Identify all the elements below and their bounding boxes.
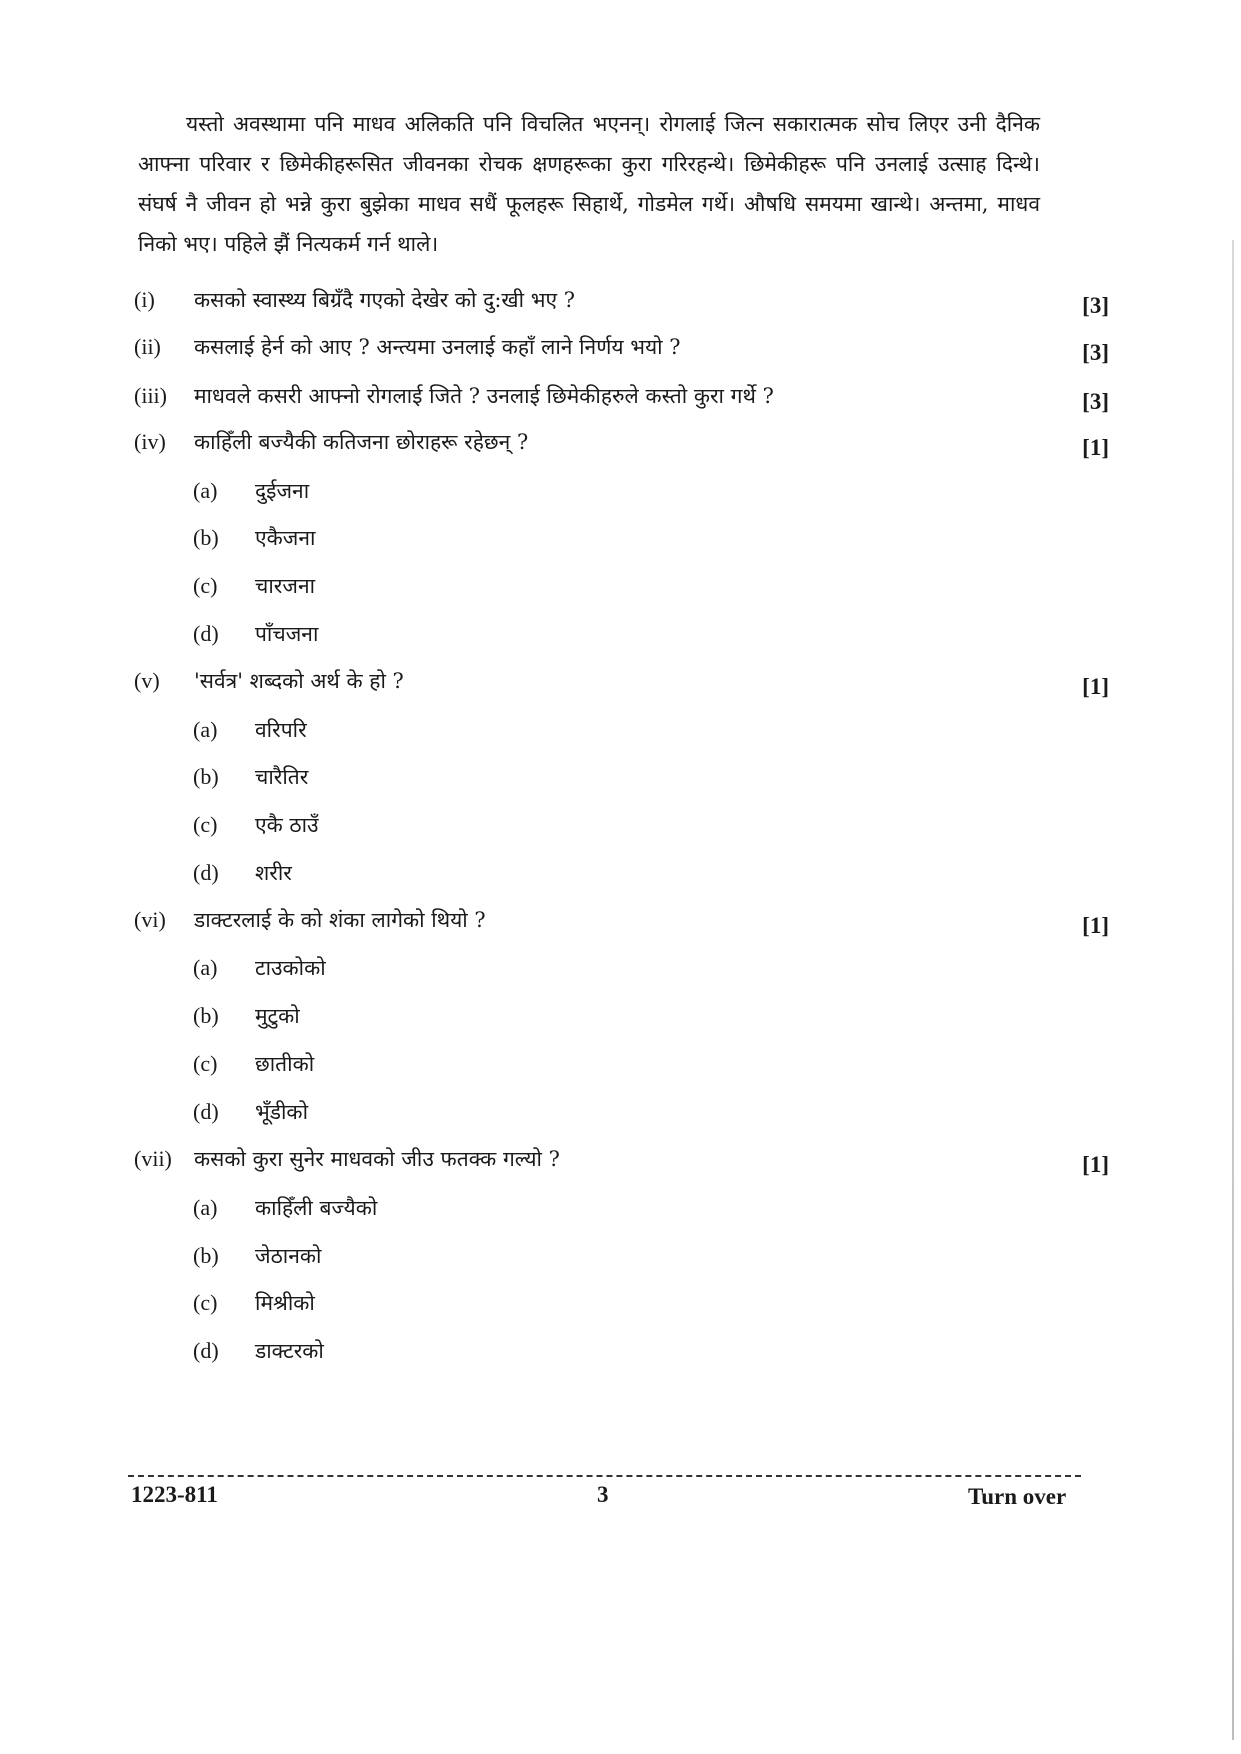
- option-vii-b: [193, 1236, 593, 1276]
- question-number: (vi): [134, 907, 166, 932]
- option-vii-d: [193, 1331, 593, 1371]
- option-vi-d: [193, 1092, 593, 1132]
- footer-divider: [128, 1475, 1081, 1477]
- option-label: (a): [193, 1195, 218, 1220]
- option-text: दुईजना: [255, 479, 310, 503]
- question-text: कसको कुरा सुनेर माधवको जीउ फतक्क गल्यो ?: [194, 1147, 560, 1171]
- question-vi: [134, 900, 1109, 940]
- option-v-b: [193, 757, 593, 797]
- option-label: (c): [193, 812, 218, 837]
- question-v: [134, 661, 1109, 701]
- page-number: 3: [597, 1482, 609, 1507]
- question-text: काहिँली बज्यैकी कतिजना छोराहरू रहेछन् ?: [194, 430, 529, 454]
- option-text: एकैजना: [255, 526, 316, 550]
- option-vii-c: [193, 1283, 593, 1323]
- option-label: (b): [193, 1003, 219, 1028]
- option-text: छातीको: [255, 1052, 315, 1076]
- option-v-c: [193, 805, 593, 845]
- option-text: जेठानको: [255, 1244, 322, 1268]
- option-text: चारजना: [255, 574, 316, 598]
- question-text: 'सर्वत्र' शब्दको अर्थ के हो ?: [194, 669, 404, 693]
- option-text: एकै ठाउँ: [255, 813, 319, 837]
- option-label: (d): [193, 860, 219, 885]
- question-marks: [1]: [1082, 1152, 1109, 1177]
- option-label: (d): [193, 621, 219, 646]
- option-text: वरिपरि: [255, 718, 307, 742]
- question-text: माधवले कसरी आफ्नो रोगलाई जिते ? उनलाई छिमेकीहरुले कस्तो कुरा गर्थे ?: [194, 384, 774, 408]
- option-text: चारैतिर: [255, 765, 309, 789]
- question-marks: [1]: [1082, 913, 1109, 938]
- option-v-a: [193, 710, 593, 750]
- question-iii: [134, 376, 1109, 416]
- option-label: (c): [193, 1051, 218, 1076]
- question-number: (v): [134, 668, 160, 693]
- question-marks: [3]: [1082, 389, 1109, 414]
- paper-code: 1223-811: [131, 1482, 218, 1507]
- question-text: डाक्टरलाई के को शंका लागेको थियो ?: [194, 908, 486, 932]
- question-number: (iv): [134, 429, 166, 454]
- question-vii: [134, 1139, 1109, 1179]
- question-number: (i): [134, 287, 155, 312]
- question-marks: [1]: [1082, 674, 1109, 699]
- option-vii-a: [193, 1188, 593, 1228]
- option-text: मिश्रीको: [255, 1291, 315, 1315]
- option-label: (a): [193, 955, 218, 980]
- option-label: (a): [193, 478, 218, 503]
- option-text: भूँडीको: [255, 1100, 309, 1124]
- option-label: (d): [193, 1099, 219, 1124]
- question-marks: [3]: [1082, 293, 1109, 318]
- option-vi-c: [193, 1044, 593, 1084]
- option-label: (a): [193, 717, 218, 742]
- option-iv-b: [193, 518, 593, 558]
- question-number: (ii): [134, 334, 161, 359]
- option-iv-c: [193, 566, 593, 606]
- option-text: काहिँली बज्यैको: [255, 1196, 378, 1220]
- question-marks: [1]: [1082, 435, 1109, 460]
- question-ii: [134, 327, 1109, 367]
- option-label: (d): [193, 1338, 219, 1363]
- option-v-d: [193, 853, 593, 893]
- option-text: शरीर: [255, 861, 292, 885]
- option-iv-d: [193, 614, 593, 654]
- turn-over-label: Turn over: [968, 1484, 1067, 1509]
- question-i: [134, 280, 1109, 320]
- option-text: टाउकोको: [255, 956, 326, 980]
- option-label: (b): [193, 1243, 219, 1268]
- scan-edge: [1232, 240, 1234, 1740]
- option-text: मुटुको: [255, 1004, 300, 1028]
- question-text: कसको स्वास्थ्य बिग्रँदै गएको देखेर को दु:खी भए ?: [194, 288, 576, 312]
- question-marks: [3]: [1082, 340, 1109, 365]
- option-label: (b): [193, 764, 219, 789]
- question-iv: [134, 422, 1109, 462]
- question-number: (iii): [134, 383, 167, 408]
- option-text: डाक्टरको: [255, 1339, 324, 1363]
- option-label: (c): [193, 573, 218, 598]
- option-vi-b: [193, 996, 593, 1036]
- option-iv-a: [193, 471, 593, 511]
- option-label: (b): [193, 525, 219, 550]
- question-text: कसलाई हेर्न को आए ? अन्त्यमा उनलाई कहाँ लाने निर्णय भयो ?: [194, 335, 681, 359]
- passage-paragraph: यस्तो अवस्थामा पनि माधव अलिकति पनि विचलित भएनन्। रोगलाई जित्न सकारात्मक सोच लिएर उनी दैनिक आफ्ना परिवार र छिमेकीहरूसित जीवनका रोचक क्षणहरूका कुरा गरिरहन्थे। छिमेकीहरू पनि उनलाई उत्साह दिन्थे। संघर्ष नै जीवन हो भन्ने कुरा बुझेका माधव सधैं फूलहरू सिहार्थे, गोडमेल गर्थे। औषधि समयमा खान्थे। अन्तमा, माधव निको भए। पहिले झैं नित्यकर्म गर्न थाले।: [138, 112, 1040, 256]
- option-text: पाँचजना: [255, 622, 319, 646]
- option-vi-a: [193, 948, 593, 988]
- question-number: (vii): [134, 1146, 172, 1171]
- option-label: (c): [193, 1290, 218, 1315]
